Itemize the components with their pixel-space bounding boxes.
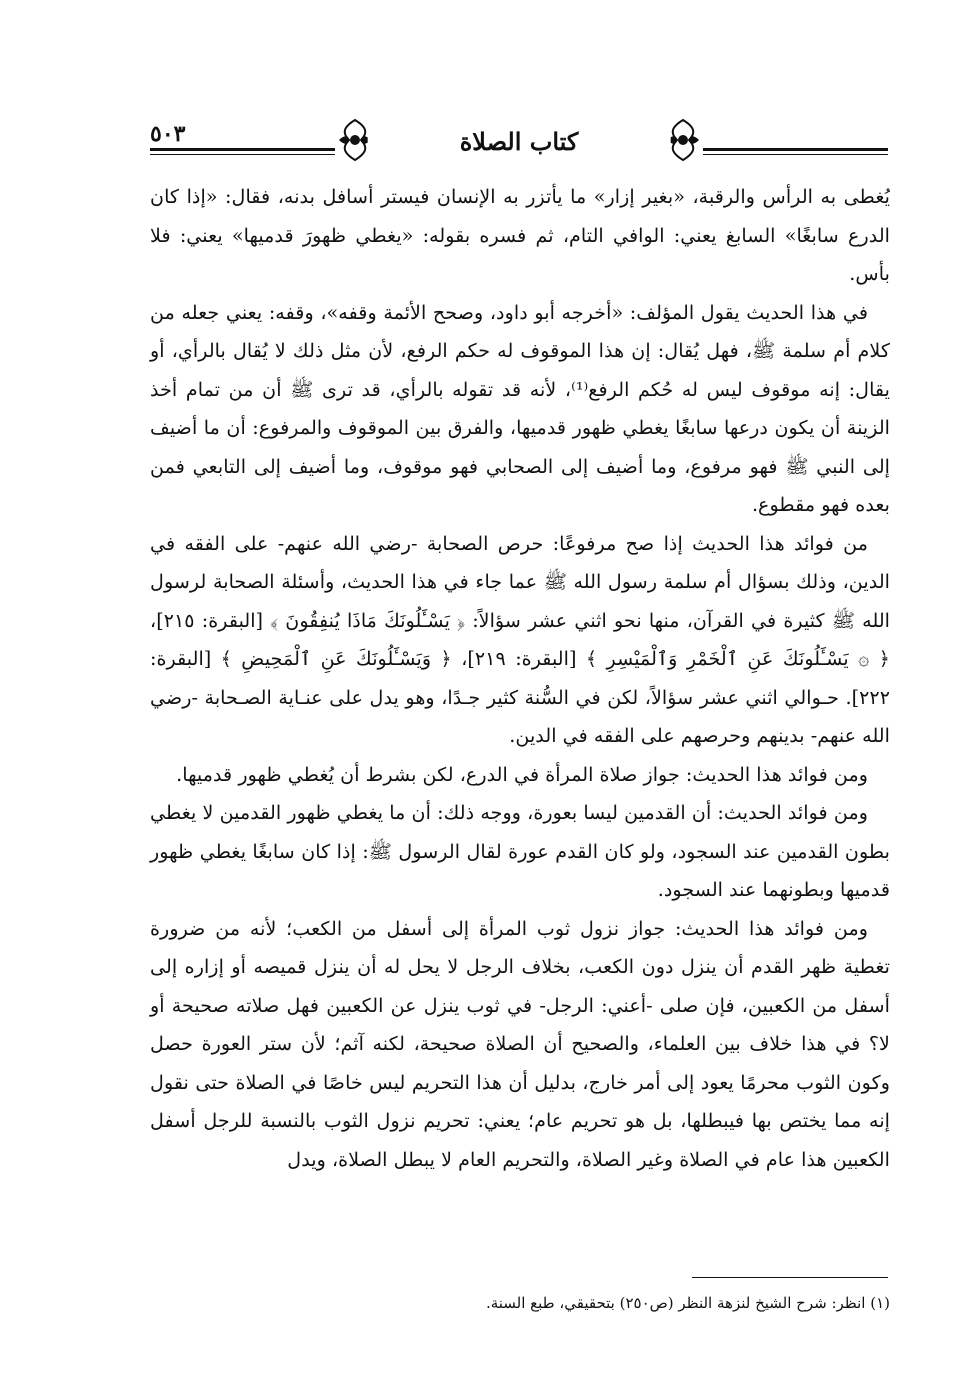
footnote-divider xyxy=(692,1277,888,1278)
paragraph: يُغطى به الرأس والرقبة، «بغير إزار» ما يأتزر به الإنسان فيستر أسافل بدنه، فقال: «إذا كان الدرع سابغًا» السابغ يعني: الوافي التام، ثم فسره بقوله: «يغطي ظهورَ قدميها» يعني: فلا بأس. xyxy=(150,185,890,285)
paragraph: من فوائد هذا الحديث إذا صح مرفوعًا: حرص الصحابة -رضي الله عنهم- على الفقه في الدين، وذلك بسؤال أم سلمة رسول الله ﷺ عما جاء في هذا الحديث، وأسئلة الصحابة لرسول الله ﷺ كثيرة في القرآن، منها نحو اثني عشر سؤالاً: ﴿ يَسْـَٔلُونَكَ مَاذَا يُنفِقُونَ ﴾ [البقرة: ٢١٥]، ﴿ ۞ يَسْـَٔلُونَكَ عَنِ ٱلْخَمْرِ وَٱلْمَيْسِرِ ﴾ [البقرة: ٢١٩]، ﴿ وَيَسْـَٔلُونَكَ عَنِ ٱلْمَحِيضِ ﴾ [البقرة: ٢٢٢]. حـوالي اثني عشر سؤالاً، لكن في السُّنة كثير جـدًا، وهو يدل على عنـاية الصـحابة -رضي الله عنهم- بدينهم وحرصهم على الفقه في الدين. xyxy=(150,531,890,747)
page-number: ٥٠٣ xyxy=(150,121,193,147)
body-text xyxy=(150,178,890,1179)
paragraph: في هذا الحديث يقول المؤلف: «أخرجه أبو داود، وصحح الأئمة وقفه»، وقفه: يعني جعله من كلام أم سلمة ﷺ، فهل يُقال: إن هذا الموقوف له حكم الرفع، لأن مثل ذلك لا يُقال بالرأي، أو يقال: إنه موقوف ليس له حُكم الرفع⁽¹⁾، لأنه قد تقوله بالرأي، قد ترى ﷺ أن من تمام أخذ الزينة أن يكون درعها سابغًا يغطي ظهور قدميها، والفرق بين الموقوف والمرفوع: أن ما أضيف إلى النبي ﷺ فهو مرفوع، وما أضيف إلى الصحابي فهو موقوف، وما أضيف إلى التابعي فمن بعده فهو مقطوع. xyxy=(150,300,890,516)
footnote: (١) انظر: شرح الشيخ لنزهة النظر (ص٢٥٠) بتحقيقي، طبع السنة. xyxy=(485,1294,890,1312)
page-header xyxy=(150,112,888,172)
chapter-title: كتاب الصلاة xyxy=(368,124,671,160)
paragraph: ومن فوائد هذا الحديث: جواز نزول ثوب المرأة إلى أسفل من الكعب؛ لأنه من ضرورة تغطية ظهر القدم أن ينزل دون الكعب، بخلاف الرجل لا يحل له أن ينزل قميصه أو إزاره إلى أسفل من الكعبين، فإن صلى -أعني: الرجل- في ثوب ينزل عن الكعبين فهل صلاته صحيحة أو لا؟ في هذا خلاف بين العلماء، والصحيح أن الصلاة صحيحة، لكنه آثم؛ لأن ستر العورة حصل وكون الثوب محرمًا يعود إلى أمر خارج، بدليل أن هذا التحريم ليس خاصًا في الصلاة حتى نقول إنه مما يختص بها فيبطلها، بل هو تحريم عام؛ يعني: تحريم نزول الثوب بالنسبة للرجل أسفل الكعبين هذا عام في الصلاة وغير الصلاة، والتحريم العام لا يبطل الصلاة، ويدل xyxy=(150,916,890,1171)
paragraph: ومن فوائد هذا الحديث: جواز صلاة المرأة في الدرع، لكن بشرط أن يُغطي ظهور قدميها. xyxy=(176,762,868,786)
paragraph: ومن فوائد الحديث: أن القدمين ليسا بعورة، ووجه ذلك: أن ما يغطي ظهور القدمين لا يغطي بطون القدمين عند السجود، ولو كان القدم عورة لقال الرسول ﷺ: إذا كان سابغًا يغطي ظهور قدميها وبطونهما عند السجود. xyxy=(150,801,890,901)
